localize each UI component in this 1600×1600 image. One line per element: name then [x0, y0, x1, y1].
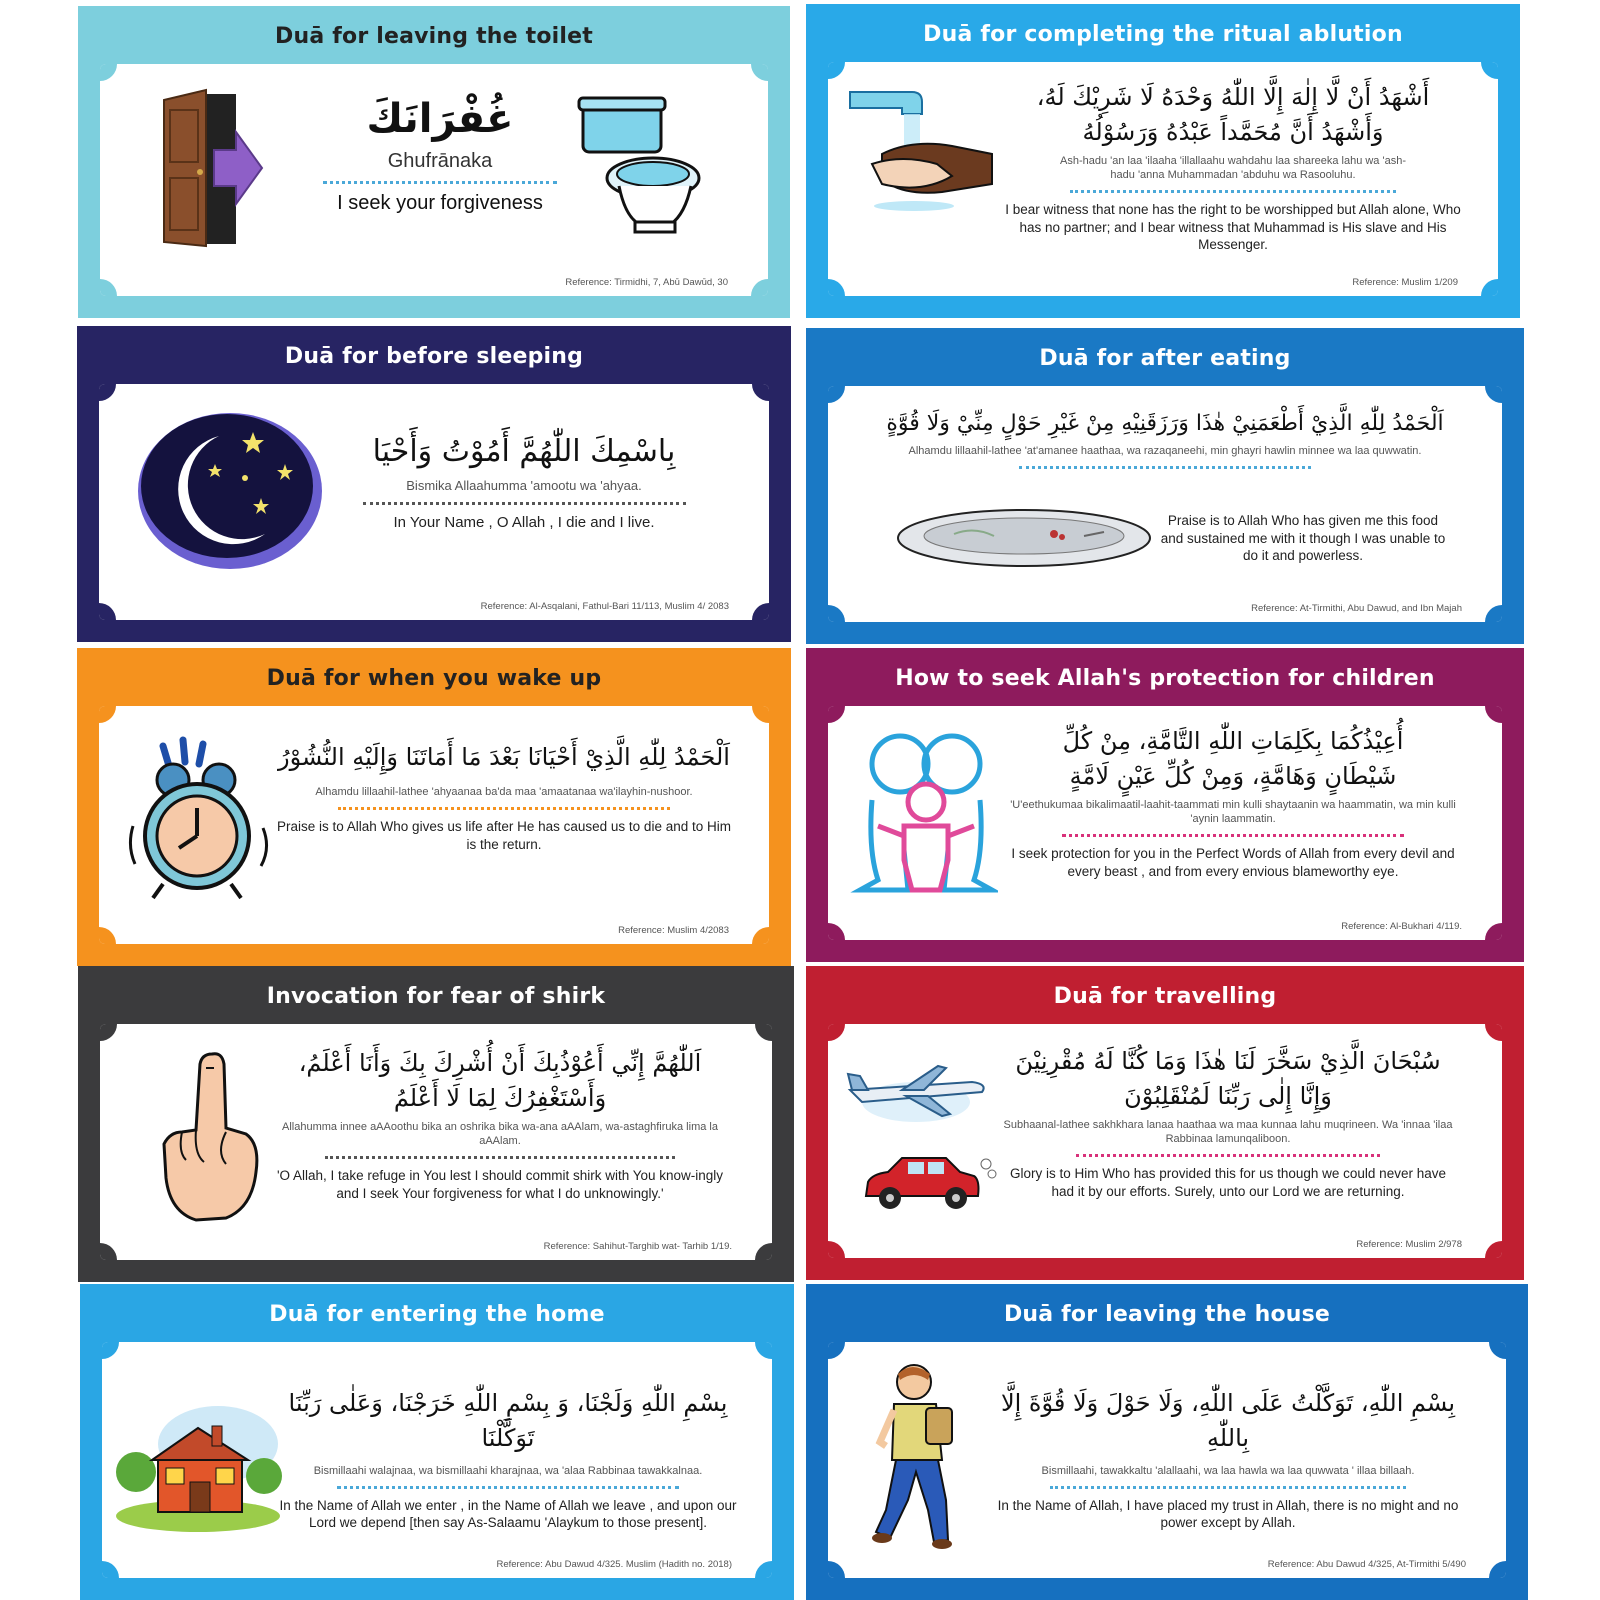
dua-text: [988, 1386, 1468, 1532]
reference: Reference: Muslim 4/2083: [618, 925, 729, 936]
reference: Reference: Abu Dawud 4/325, At-Tirmithi 5/490: [1267, 1559, 1466, 1570]
transliteration: Allahumma innee aAAoothu bika an oshrika bika wa-ana aAAlam, wa-astaghfiruka lima la aAAlam.: [282, 1120, 718, 1147]
reference: Reference: Abu Dawud 4/325. Muslim (Hadith no. 2018): [496, 1559, 732, 1570]
card-title: Invocation for fear of shirk: [266, 984, 606, 1009]
reference: Reference: Al-Bukhari 4/119.: [1341, 921, 1462, 932]
card-panel: [828, 1024, 1502, 1258]
arabic-line-2: وَأَشْهَدُ أَنَّ مُحَمَّداً عَبْدُهُ وَرَسُوْلُهُ: [1082, 117, 1384, 146]
meaning: Praise is to Allah Who gives us life after He has caused us to die and to Him is the return.: [277, 819, 731, 852]
arabic-text: اَلْحَمْدُ لِلّٰهِ الَّذِيْ أَطْعَمَنِيْ هٰذَا وَرَزَقَنِيْهِ مِنْ غَيْرِ حَوْلٍ مِنِّيْ وَلَا قُوَّةٍ: [886, 411, 1444, 436]
moon-stars-icon: [135, 406, 325, 576]
card-title: Duā for leaving the house: [1003, 1302, 1331, 1327]
reference: Reference: Al-Asqalani, Fathul-Bari 11/113, Muslim 4/ 2083: [480, 601, 729, 612]
card-when-wake-up: [77, 648, 791, 966]
car-icon: [860, 1150, 1000, 1220]
arabic-line-2: شَيْطَانٍ وَهَامَّةٍ، وَمِنْ كُلِّ عَيْنٍ لَامَّةٍ: [1069, 761, 1397, 790]
reference: Reference: At-Tirmithi, Abu Dawud, and Ibn Majah: [1251, 603, 1462, 614]
arabic-line-1: اَللّٰهُمَّ إِنِّي أَعُوْذُبِكَ أَنْ أُشْرِكَ بِكَ وَأَنَا أَعْلَمُ،: [298, 1049, 702, 1077]
dua-text: [310, 90, 570, 215]
card-panel: [828, 1342, 1506, 1578]
arabic-text: بِسْمِ اللّٰهِ، تَوَكَّلْتُ عَلَى اللّٰهِ، وَلَا حَوْلَ وَلَا قُوَّةَ إِلَّا بِاللّٰهِ: [1000, 1389, 1456, 1452]
card-protection-children: [806, 648, 1524, 962]
dua-text: [1008, 724, 1458, 880]
arabic-text: اَلْحَمْدُ لِلّٰهِ الَّذِيْ أَحْيَانَا بَعْدَ مَا أَمَاتَنَا وَإِلَيْهِ النُّشُوْرُ: [278, 743, 730, 771]
toilet-icon: [575, 94, 705, 244]
transliteration: Ghufrānaka: [387, 150, 493, 172]
family-hug-icon: [848, 730, 998, 900]
meaning: I seek protection for you in the Perfect Words of Allah from every devil and every beast , and from every envious blameworthy eye.: [1011, 846, 1455, 879]
walking-boy-icon: [868, 1360, 978, 1550]
dua-text: [993, 80, 1473, 254]
house-icon: [114, 1404, 284, 1534]
card-leaving-toilet: [78, 6, 790, 318]
card-leaving-house: [806, 1284, 1528, 1600]
card-title: Duā for leaving the toilet: [275, 24, 593, 49]
card-panel: [828, 386, 1502, 622]
dua-text: [274, 740, 734, 853]
card-entering-home: [80, 1284, 794, 1600]
dua-text: [277, 1386, 739, 1532]
meaning: I seek your forgiveness: [337, 192, 543, 214]
dua-text: [354, 430, 694, 533]
card-title: Duā for when you wake up: [266, 666, 602, 691]
raised-finger-icon: [156, 1048, 266, 1228]
transliteration: Alhamdu lillaahil-lathee 'at'amanee haathaa, wa razaqaneehi, min ghayri hawlin minnee wa laa quwwatin.: [908, 444, 1422, 457]
meaning: In Your Name , O Allah , I die and I live.: [393, 514, 655, 532]
transliteration: 'U'eethukumaa bikalimaatil-laahit-taammati min kulli shaytaanin wa haammatin, wa min kulli 'aynin laammatin.: [1010, 798, 1456, 825]
card-title: Duā for entering the home: [269, 1302, 605, 1327]
meaning: In the Name of Allah we enter , in the Name of Allah we leave , and upon our Lord we depend [then say As-Salaamu 'Alaykum to those present].: [279, 1497, 737, 1531]
arabic-line-1: سُبْحَانَ الَّذِيْ سَخَّرَ لَنَا هٰذَا وَمَا كُنَّا لَهُ مُقْرِنِيْنَ: [1015, 1047, 1441, 1075]
arabic-text: غُفْرَانَكَ: [366, 96, 514, 142]
transliteration: Subhaanal-lathee sakhkhara lanaa haathaa wa maa kunnaa lahu muqrineen. Wa 'innaa 'ilaa Rabbinaa lamunqaliboon.: [1003, 1118, 1453, 1145]
arabic-line-2: وَإِنَّا إِلٰى رَبِّنَا لَمُنْقَلِبُوْنَ: [1124, 1081, 1332, 1110]
card-fear-of-shirk: [78, 966, 794, 1282]
dua-text-top: [848, 408, 1482, 477]
card-panel: [99, 706, 769, 944]
card-panel: [828, 62, 1498, 296]
arabic-text: بِسْمِ اللّٰهِ وَلَجْنَا، وَ بِسْمِ اللّٰهِ خَرَجْنَا، وَعَلٰى رَبِّنَا تَوَكَّلْنَا: [288, 1389, 728, 1452]
meaning: 'O Allah, I take refuge in You lest I should commit shirk with You know-ingly and I seek Your forgiveness for what I do unknowingly.': [276, 1168, 724, 1201]
transliteration: Bismika Allaahumma 'amootu wa 'ahyaa.: [406, 477, 642, 493]
meaning: Praise is to Allah Who has given me this food and sustained me with it though I was unable to do it and powerless.: [1160, 513, 1446, 564]
meaning: In the Name of Allah, I have placed my trust in Allah, there is no might and no power except by Allah.: [997, 1497, 1459, 1531]
arabic-line-1: أَشْهَدُ أَنْ لَّا إِلٰهَ إِلَّا اللّٰهُ وَحْدَهُ لَا شَرِيْكَ لَهُ،: [1036, 83, 1430, 111]
airplane-icon: [842, 1060, 992, 1130]
reference: Reference: Sahihut-Targhib wat- Tarhib 1/19.: [543, 1241, 732, 1252]
empty-plate-icon: [894, 506, 1154, 576]
card-title: Duā for completing the ritual ablution: [923, 22, 1403, 47]
dua-text-bottom: [1158, 512, 1448, 565]
card-travelling: [806, 966, 1524, 1280]
transliteration: Bismillaahi walajnaa, wa bismillaahi kharajnaa, wa 'alaa Rabbinaa tawakkalnaa.: [313, 1464, 703, 1477]
card-before-sleeping: [77, 326, 791, 642]
card-panel: [99, 384, 769, 620]
arabic-line-2: وَأَسْتَغْفِرُكَ لِمَا لَا أَعْلَمُ: [393, 1083, 607, 1112]
transliteration: Bismillaahi, tawakkaltu 'alallaahi, wa laa hawla wa laa quwwata ' illaa billaah.: [1041, 1464, 1415, 1477]
meaning: I bear witness that none has the right to be worshipped but Allah alone, Who has no partner; and I bear witness that Muhammad is His slave and His Messenger.: [1005, 202, 1461, 253]
card-title: How to seek Allah's protection for children: [895, 666, 1435, 691]
alarm-clock-icon: [123, 736, 273, 906]
card-title: Duā for after eating: [1039, 346, 1291, 371]
washing-hands-icon: [872, 144, 992, 193]
card-after-eating: [806, 328, 1524, 644]
reference: Reference: Tirmidhi, 7, Abū Dawūd, 30: [565, 277, 728, 288]
arabic-line-1: أُعِيْذُكُمَا بِكَلِمَاتِ اللّٰهِ التَّامَّةِ، مِنْ كُلِّ: [1062, 727, 1404, 755]
dua-text: [270, 1046, 730, 1202]
dua-text: [998, 1044, 1458, 1200]
reference: Reference: Muslim 2/978: [1356, 1239, 1462, 1250]
door-icon: [158, 86, 268, 251]
card-title: Duā for travelling: [1053, 984, 1277, 1009]
meaning: Glory is to Him Who has provided this for us though we could never have had it by our efforts. Surely, unto our Lord we are returning.: [1010, 1166, 1446, 1199]
card-ritual-ablution: [806, 4, 1520, 318]
card-panel: [102, 1342, 772, 1578]
reference: Reference: Muslim 1/209: [1352, 277, 1458, 288]
card-panel: [828, 706, 1502, 940]
card-title: Duā for before sleeping: [284, 344, 584, 369]
card-panel: [100, 1024, 772, 1260]
transliteration: Alhamdu lillaahil-lathee 'ahyaanaa ba'da maa 'amaatanaa wa'ilayhin-nushoor.: [315, 785, 693, 798]
transliteration: Ash-hadu 'an laa 'ilaaha 'illallaahu wahdahu laa shareeka lahu wa 'ash-hadu 'anna Muhammadan 'abduhu wa Rasooluhu.: [1060, 154, 1406, 181]
card-panel: [100, 64, 768, 296]
arabic-text: بِاسْمِكَ اللّٰهُمَّ أَمُوْتُ وَأَحْيَا: [372, 434, 676, 469]
tap-water-icon: [842, 84, 1012, 214]
